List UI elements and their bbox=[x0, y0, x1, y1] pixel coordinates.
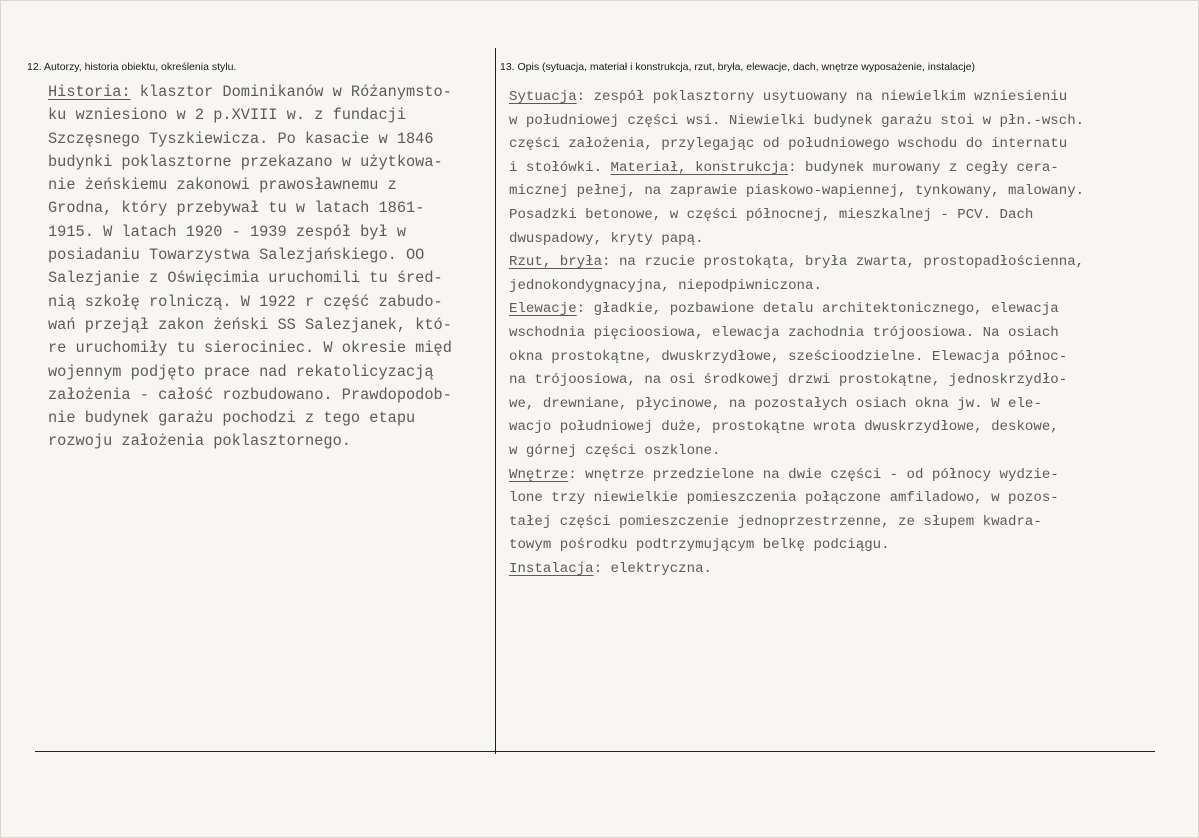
text-line: Rzut, bryła: na rzucie prostokąta, bryła zwarta, prostopadłościenna, bbox=[509, 254, 1085, 271]
text-line: jednokondygnacyjna, niepodpiwniczona. bbox=[509, 277, 822, 294]
text-line: Salezjanie z Oświęcimia uruchomili tu śred- bbox=[48, 269, 443, 288]
label-elewacje: Elewacje bbox=[509, 301, 577, 318]
text-line: nią szkołę rolniczą. W 1922 r część zabudo- bbox=[48, 292, 443, 311]
text-line: Grodna, który przebywał tu w latach 1861- bbox=[48, 199, 425, 218]
text-line: w górnej części oszklone. bbox=[509, 442, 721, 459]
text-line: okna prostokątne, dwuskrzydłowe, sześcioodzielne. Elewacja północ- bbox=[509, 348, 1068, 365]
text-line: części założenia, przylegając od południowego wschodu do internatu bbox=[509, 136, 1068, 153]
text-line: Elewacje: gładkie, pozbawione detalu architektonicznego, elewacja bbox=[509, 301, 1059, 318]
text-line: micznej pełnej, na zaprawie piaskowo-wapiennej, tynkowany, malowany. bbox=[509, 183, 1085, 200]
text-line: tałej części pomieszczenie jednoprzestrzenne, ze słupem kwadra- bbox=[509, 513, 1042, 530]
text-line: i stołówki. Materiał, konstrukcja: budynek murowany z cegły cera- bbox=[509, 159, 1059, 176]
text-line: w południowej części wsi. Niewielki budynek garażu stoi w płn.-wsch. bbox=[509, 112, 1085, 129]
section-12-text bbox=[48, 81, 452, 454]
text-line: budynki poklasztorne przekazano w użytkowa- bbox=[48, 152, 443, 171]
text-line: wschodnia pięcioosiowa, elewacja zachodnia trójoosiowa. Na osiach bbox=[509, 324, 1059, 341]
text-line: założenia - całość rozbudowano. Prawdopodob- bbox=[48, 385, 452, 404]
bottom-rule bbox=[35, 751, 1155, 752]
text-line: rozwoju założenia poklasztornego. bbox=[48, 432, 351, 451]
text-line: dwuspadowy, kryty papą. bbox=[509, 230, 704, 247]
label-wnetrze: Wnętrze bbox=[509, 466, 569, 483]
text-line: Szczęsnego Tyszkiewicza. Po kasacie w 1846 bbox=[48, 129, 434, 148]
label-instalacja: Instalacja bbox=[509, 560, 594, 577]
section-13-text bbox=[509, 86, 1084, 581]
text-line: lone trzy niewielkie pomieszczenia połączone amfiladowo, w pozos- bbox=[509, 490, 1059, 507]
text-line: ku wzniesiono w 2 p.XVIII w. z fundacji bbox=[48, 106, 407, 125]
text-line: Instalacja: elektryczna. bbox=[509, 560, 712, 577]
section-13-heading: 13. Opis (sytuacja, materiał i konstrukcja, rzut, bryła, elewacje, dach, wnętrze wyposażenie, instalacje) bbox=[500, 61, 976, 73]
label-material: Materiał, konstrukcja bbox=[610, 159, 789, 176]
label-sytuacja: Sytuacja bbox=[509, 89, 577, 105]
text-line: Historia: klasztor Dominikanów w Różanymsto- bbox=[48, 83, 452, 101]
text-line: Wnętrze: wnętrze przedzielone na dwie części - od północy wydzie- bbox=[509, 466, 1059, 483]
label-rzut: Rzut, bryła bbox=[509, 254, 603, 271]
text-line: nie budynek garażu pochodzi z tego etapu bbox=[48, 409, 416, 428]
text-line: nie żeńskiemu zakonowi prawosławnemu z bbox=[48, 176, 397, 195]
text-line: Posadzki betonowe, w części północnej, mieszkalnej - PCV. Dach bbox=[509, 206, 1034, 223]
text-line: wacjo południowej duże, prostokątne wrota dwuskrzydłowe, deskowe, bbox=[509, 419, 1059, 436]
section-12-heading: 12. Autorzy, historia obiektu, określenia stylu. bbox=[27, 61, 237, 73]
label-historia: Historia: bbox=[48, 83, 131, 101]
text-line: 1915. W latach 1920 - 1939 zespół był w bbox=[48, 222, 407, 241]
text-line: re uruchomiły tu sierociniec. W okresie międ bbox=[48, 339, 452, 358]
text-line: wojennym podjęto prace nad rekatolicyzacją bbox=[48, 362, 434, 381]
text-line: wań przejął zakon żeński SS Salezjanek, któ- bbox=[48, 315, 452, 334]
text-line: na trójoosiowa, na osi środkowej drzwi prostokątne, jednoskrzydło- bbox=[509, 372, 1068, 389]
text-line: Sytuacja: zespół poklasztorny usytuowany na niewielkim wzniesieniu bbox=[509, 89, 1068, 105]
text-line: posiadaniu Towarzystwa Salezjańskiego. OO bbox=[48, 246, 425, 265]
column-divider bbox=[495, 48, 496, 754]
text-line: we, drewniane, płycinowe, na pozostałych osiach okna jw. W ele- bbox=[509, 395, 1042, 412]
text-line: towym pośrodku podtrzymującym belkę podciągu. bbox=[509, 537, 890, 554]
